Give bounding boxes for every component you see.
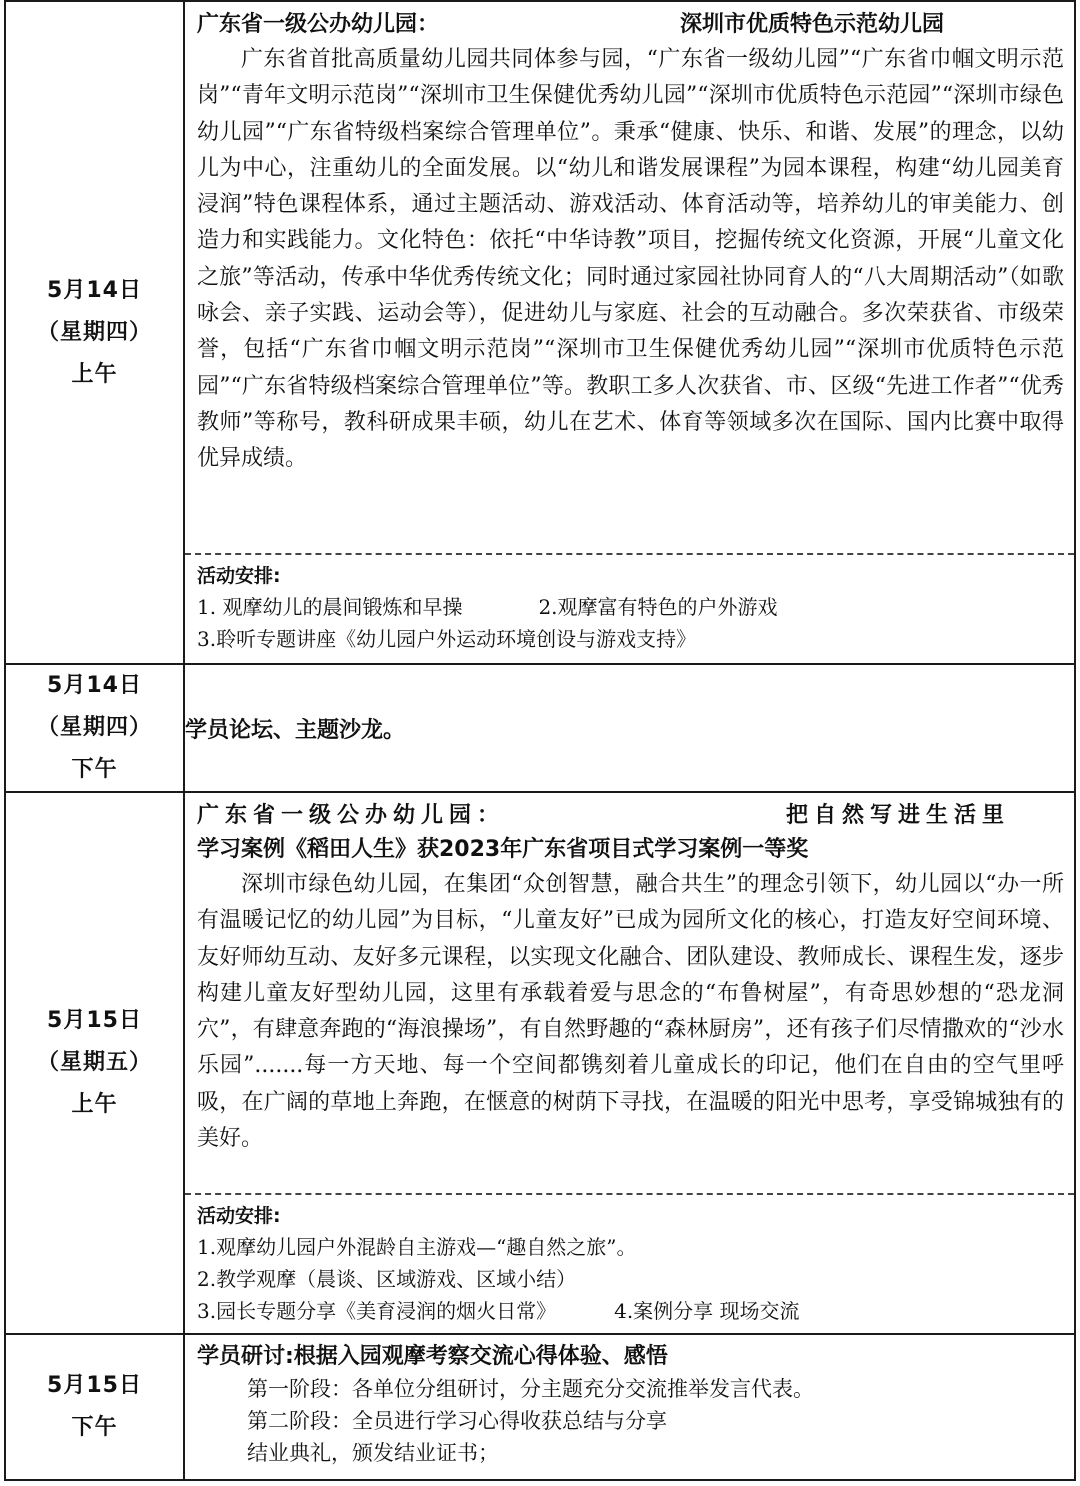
weekday-label: （星期四） — [36, 715, 152, 740]
date-label: 5月15日 — [47, 1373, 142, 1398]
date-label: 5月15日 — [47, 1008, 142, 1033]
date-cell — [5, 1, 184, 664]
activity-item: 2.观摩富有特色的户外游戏 — [538, 595, 778, 619]
date-cell — [5, 1334, 184, 1480]
activity-title: 活动安排: — [197, 1205, 281, 1227]
heading-category: 广东省一级公办幼儿园： — [197, 803, 506, 828]
schedule-row-may14-pm — [5, 664, 1075, 792]
weekday-label: （星期五） — [36, 1050, 152, 1075]
discussion-line: 结业典礼，颁发结业证书； — [247, 1441, 499, 1465]
forum-cell: 学员论坛、主题沙龙。 — [184, 664, 1075, 792]
activity-item: 3.园长专题分享《美育浸润的烟火日常》 — [197, 1299, 557, 1323]
content-cell — [184, 792, 1075, 1334]
kindergarten-description: 广东省首批高质量幼儿园共同体参与园，“广东省一级幼儿园”“广东省巾帼文明示范岗”“青年文明示范岗”“深圳市卫生保健优秀幼儿园”“深圳市优质特色示范园”“深圳市绿色幼儿园”“广东省特级档案综合管理单位”。秉承“健康、快乐、和谐、发展”的理念，以幼儿为中心，注重幼儿的全面发展。以“幼儿和谐发展课程”为园本课程，构建“幼儿园美育浸润”特色课程体系，通过主题活动、游戏活动、体育活动等，培养幼儿的审美能力、创造力和实践能力。文化特色：依托“中华诗教”项目，挖掘传统文化资源，开展“儿童文化之旅”等活动，传承中华优秀传统文化；同时通过家园社协同育人的“八大周期活动”（如歌咏会、亲子实践、运动会等），促进幼儿与家庭、社会的互动融合。多次荣获省、市级荣誉，包括“广东省巾帼文明示范岗”“深圳市卫生保健优秀幼儿园”“深圳市优质特色示范园”“广东省特级档案综合管理单位”等。教职工多人次获省、市、区级“先进工作者”“优秀教师”等称号，教科研成果丰硕，幼儿在艺术、体育等领域多次在国际、国内比赛中取得优异成绩。 — [197, 47, 1064, 472]
schedule-row-may15-pm — [5, 1334, 1075, 1480]
content-cell — [184, 1, 1075, 664]
date-cell — [5, 664, 184, 792]
kindergarten-heading — [197, 8, 1064, 42]
activity-section — [185, 555, 1074, 659]
kindergarten-description: 深圳市绿色幼儿园，在集团“众创智慧，融合共生”的理念引领下，幼儿园以“办一所有温暖记忆的幼儿园”为目标，“儿童友好”已成为园所文化的核心，打造友好空间环境、友好师幼互动、友好多元课程，以实现文化融合、团队建设、教师成长、课程生发，逐步构建儿童友好型幼儿园，这里有承载着爱与思念的“布鲁树屋”，有奇思妙想的“恐龙洞穴”，有肆意奔跑的“海浪操场”，有自然野趣的“森林厨房”，还有孩子们尽情撒欢的“沙水乐园”.......每一方天地、每一个空间都镌刻着儿童成长的印记，他们在自由的空气里呼吸，在广阔的草地上奔跑，在惬意的树荫下寻找，在温暖的阳光中思考，享受锦城独有的美好。 — [197, 872, 1064, 1152]
activity-line — [197, 623, 1064, 655]
activity-line — [197, 1295, 1064, 1327]
schedule-row-may14-am — [5, 1, 1075, 664]
activity-line — [197, 1231, 1064, 1263]
activity-section — [185, 1195, 1074, 1331]
period-label: 上午 — [71, 361, 118, 387]
period-label: 下午 — [71, 757, 118, 782]
discussion-section — [185, 1335, 1074, 1473]
discussion-line: 第二阶段：全员进行学习心得收获总结与分享 — [247, 1409, 667, 1433]
content-cell — [184, 1334, 1075, 1480]
period-label: 下午 — [71, 1415, 118, 1440]
award-subtitle: 学习案例《稻田人生》获2023年广东省项目式学习案例一等奖 — [197, 837, 809, 862]
activity-item: 4.案例分享 现场交流 — [614, 1299, 800, 1323]
schedule-table — [4, 0, 1076, 1481]
activity-line — [197, 1263, 1064, 1295]
heading-name: 深圳市优质特色示范幼儿园 — [679, 12, 944, 37]
weekday-label: （星期四） — [36, 319, 152, 345]
kindergarten-intro — [185, 793, 1074, 1193]
discussion-title: 学员研讨:根据入园观摩考察交流心得体验、感悟 — [197, 1344, 668, 1369]
heading-category: 广东省一级公办幼儿园： — [197, 12, 440, 37]
activity-item: 2.教学观摩（晨谈、区域游戏、区域小结） — [197, 1267, 577, 1291]
activity-item: 3.聆听专题讲座《幼儿园户外运动环境创设与游戏支持》 — [197, 627, 697, 651]
activity-item: 1.观摩幼儿园户外混龄自主游戏—“趣自然之旅”。 — [197, 1235, 637, 1259]
heading-name: 把自然写进生活里 — [785, 803, 1010, 828]
kindergarten-intro — [185, 2, 1074, 553]
activity-title: 活动安排: — [197, 565, 281, 587]
discussion-line: 第一阶段：各单位分组研讨，分主题充分交流推举发言代表。 — [247, 1377, 814, 1401]
kindergarten-heading — [197, 799, 1064, 833]
activity-line — [197, 591, 1064, 623]
date-cell — [5, 792, 184, 1334]
schedule-row-may15-am — [5, 792, 1075, 1334]
activity-item: 1. 观摩幼儿的晨间锻炼和早操 — [197, 595, 463, 619]
date-label: 5月14日 — [47, 673, 142, 698]
date-label: 5月14日 — [47, 277, 142, 303]
period-label: 上午 — [71, 1092, 118, 1117]
